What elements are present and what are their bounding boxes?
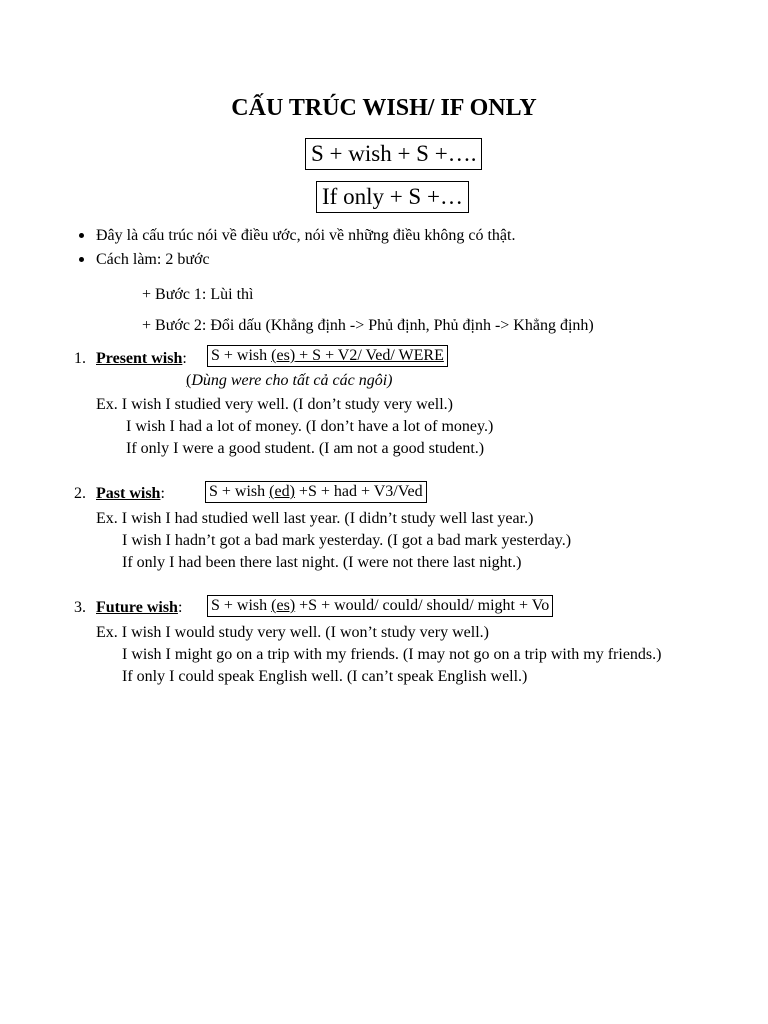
bullet-dot xyxy=(79,257,84,262)
step-1: + Bước 1: Lùi thì xyxy=(142,286,254,303)
example-line: If only I could speak English well. (I can’t speak English well.) xyxy=(122,668,528,685)
section-heading: Present wish: xyxy=(96,350,187,367)
formula-box-wish: S + wish + S +…. xyxy=(305,138,482,170)
example-line: Ex. I wish I would study very well. (I won’t study very well.) xyxy=(96,624,489,641)
future-wish-heading: Future wish xyxy=(96,599,178,616)
bullet-dot xyxy=(79,233,84,238)
example-line: I wish I hadn’t got a bad mark yesterday. (I got a bad mark yesterday.) xyxy=(122,532,572,549)
section-number: 2. xyxy=(74,485,86,502)
future-wish-formula: S + wish (es) +S + would/ could/ should/ might + Vo xyxy=(207,598,553,614)
step-2: + Bước 2: Đổi dấu (Khẳng định -> Phủ định, Phủ định -> Khẳng định) xyxy=(142,317,594,334)
past-wish-heading: Past wish xyxy=(96,485,161,502)
present-wish-heading: Present wish xyxy=(96,350,183,367)
present-wish-formula: S + wish (es) + S + V2/ Ved/ WERE xyxy=(207,348,448,364)
example-line: If only I had been there last night. (I were not there last night.) xyxy=(122,554,522,571)
present-wish-note: (Dùng were cho tất cả các ngôi) xyxy=(186,372,393,389)
section-number: 3. xyxy=(74,599,86,616)
section-number: 1. xyxy=(74,350,86,367)
example-line: I wish I had a lot of money. (I don’t have a lot of money.) xyxy=(126,418,494,435)
section-heading: Past wish: xyxy=(96,485,165,502)
section-heading: Future wish: xyxy=(96,599,183,616)
bullet-method: Cách làm: 2 bước xyxy=(96,251,210,268)
formula-box-if-only: If only + S +… xyxy=(316,181,469,213)
page-title: CẤU TRÚC WISH/ IF ONLY xyxy=(231,95,537,121)
bullet-definition: Đây là cấu trúc nói về điều ước, nói về những điều không có thật. xyxy=(96,227,516,244)
example-line: Ex. I wish I had studied well last year. (I didn’t study well last year.) xyxy=(96,510,534,527)
example-line: If only I were a good student. (I am not a good student.) xyxy=(126,440,485,457)
example-line: Ex. I wish I studied very well. (I don’t study very well.) xyxy=(96,396,453,413)
past-wish-formula: S + wish (ed) +S + had + V3/Ved xyxy=(205,484,427,500)
example-line: I wish I might go on a trip with my friends. (I may not go on a trip with my friends.) xyxy=(122,646,662,663)
